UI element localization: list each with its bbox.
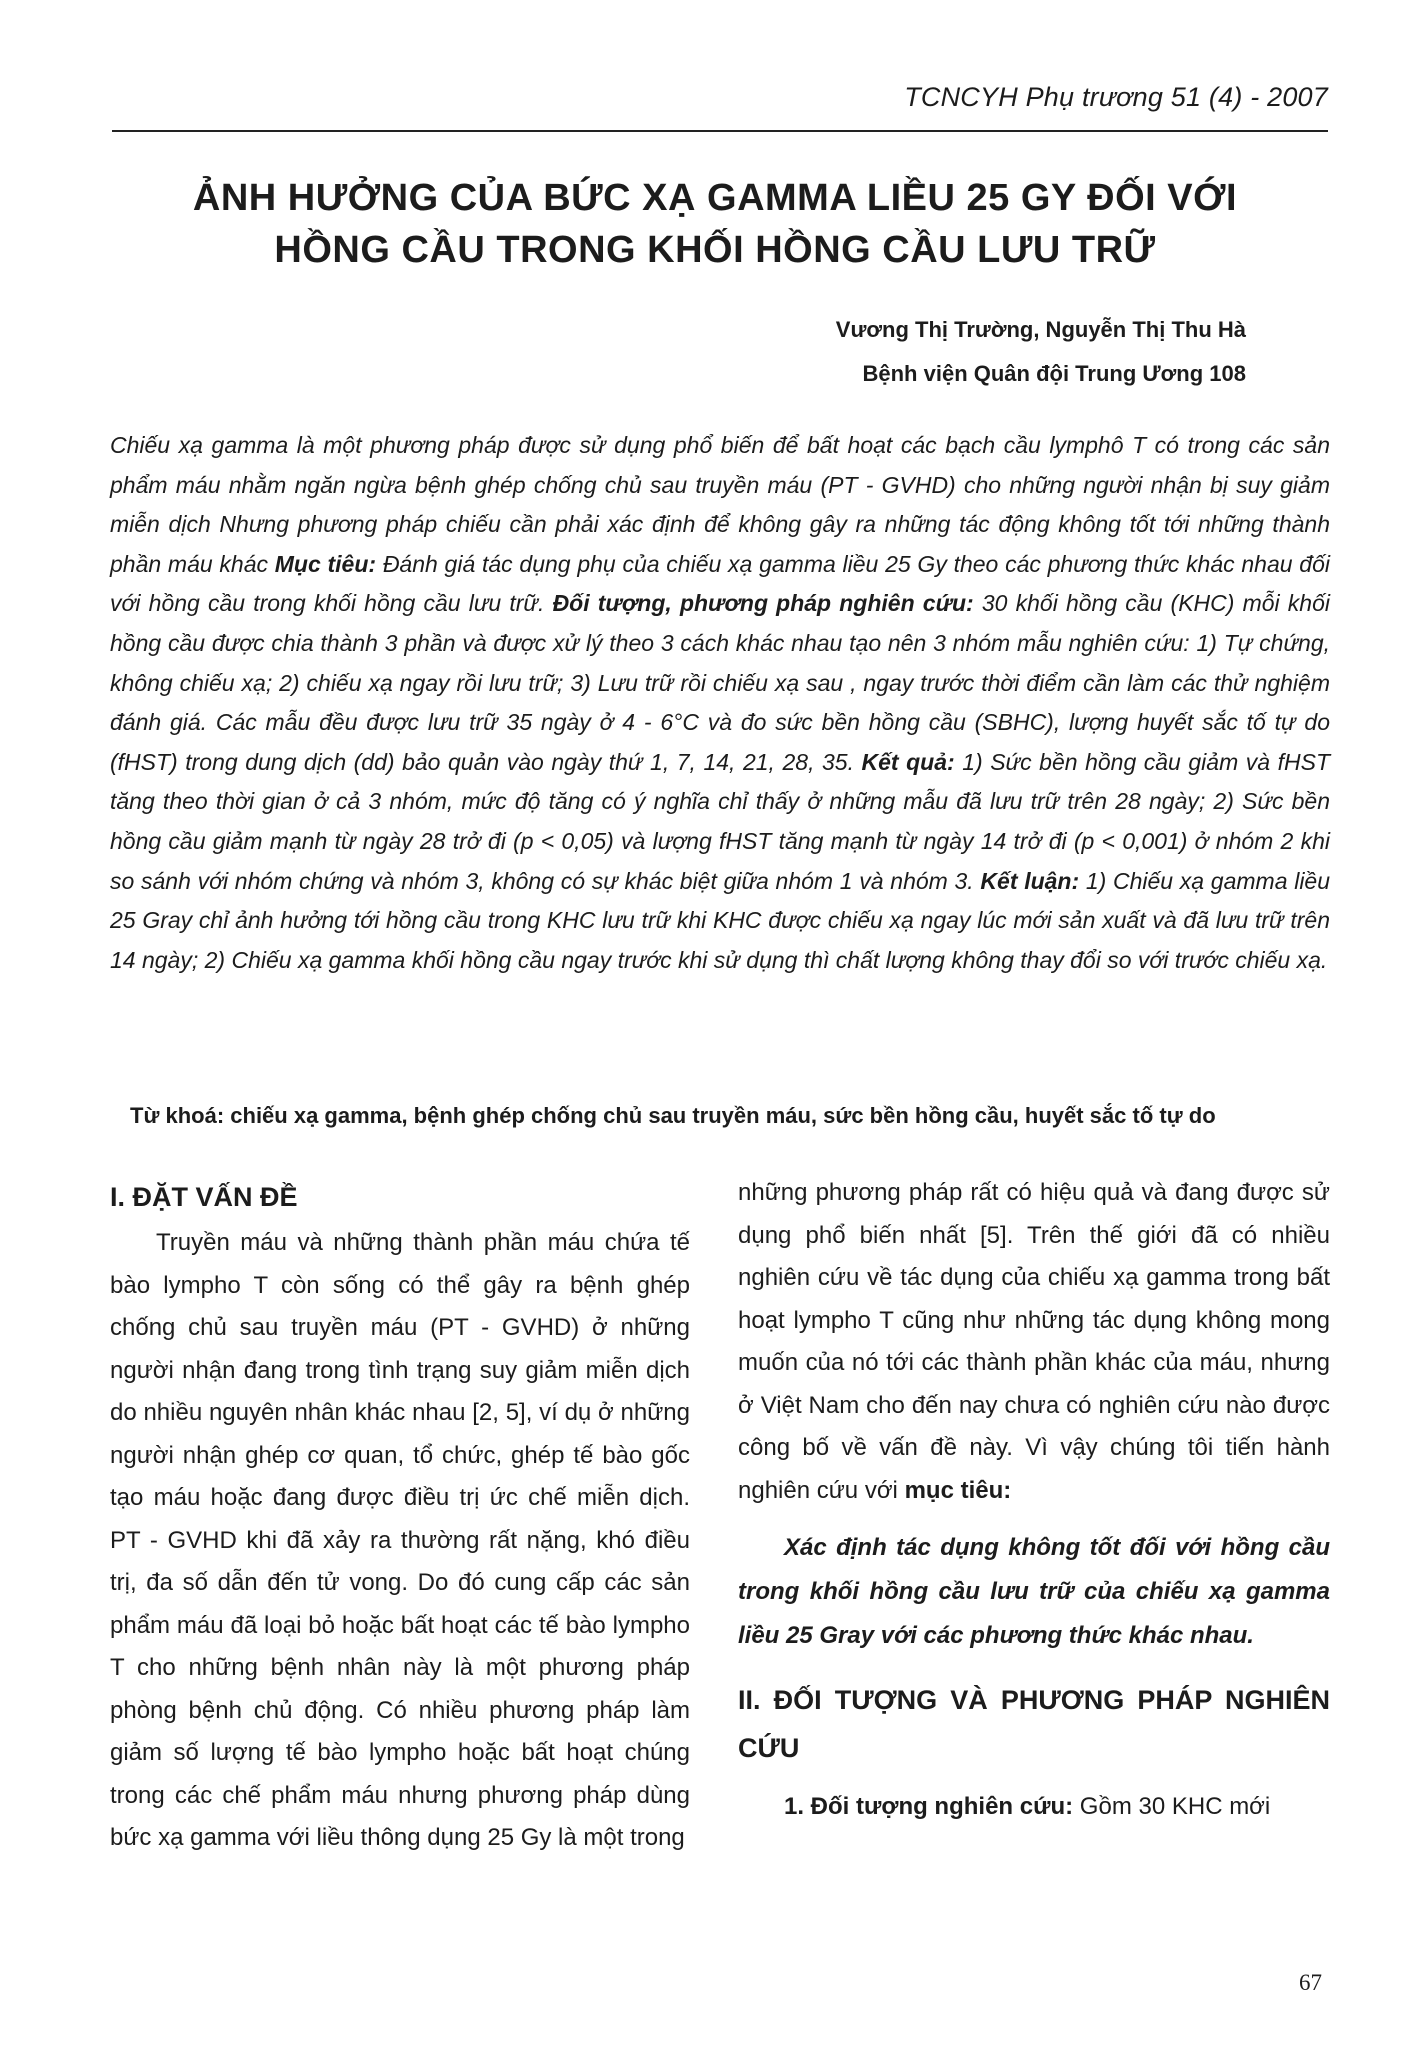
abstract — [110, 426, 1330, 980]
section-1-paragraph-continued — [738, 1172, 1330, 1512]
left-column — [110, 1172, 690, 1860]
abstract-objective-label: Mục tiêu: — [274, 550, 377, 577]
right-column — [738, 1172, 1330, 1829]
abstract-conclusion: 1) Chiếu xạ gamma liều 25 Gray chỉ ảnh hưởng tới hồng cầu trong KHC lưu trữ khi KHC được chiếu xạ ngay lúc mới sản xuất và đã lưu trữ trên 14 ngày; 2) Chiếu xạ gamma khối hồng cầu ngay trước khi sử dụng thì chất lượng không thay đổi so với trước chiếu xạ. — [110, 867, 1331, 973]
abstract-intro: Chiếu xạ gamma là một phương pháp được sử dụng phổ biến để bất hoạt các bạch cầu lymphô T có trong các sản phẩm máu nhằm ngăn ngừa bệnh ghép chống chủ sau truyền máu (PT - GVHD) cho những người nhận bị suy giảm miễn dịch Nhưng phương pháp chiếu cần phải xác định để không gây ra những tác động không tốt tới những thành phần máu khác — [110, 432, 1330, 577]
subsection-1 — [738, 1786, 1330, 1829]
title-line-1: ẢNH HƯỞNG CỦA BỨC XẠ GAMMA LIỀU 25 GY ĐỐI VỚI — [192, 177, 1238, 219]
section-2-heading: II. ĐỐI TƯỢNG VÀ PHƯƠNG PHÁP NGHIÊN CỨU — [738, 1685, 1330, 1763]
journal-header: TCNCYH Phụ trương 51 (4) - 2007 — [904, 82, 1328, 112]
author-names: Vương Thị Trường, Nguyễn Thị Thu Hà — [835, 317, 1246, 342]
subsection-1-label: 1. Đối tượng nghiên cứu: — [784, 1793, 1074, 1820]
research-purpose: Xác định tác dụng không tốt đối với hồng cầu trong khối hồng cầu lưu trữ của chiếu xạ gamma liều 25 Gray với các phương thức khác nhau. — [738, 1534, 1330, 1649]
abstract-results: 1) Sức bền hồng cầu giảm và fHST tăng theo thời gian ở cả 3 nhóm, mức độ tăng có ý nghĩa chỉ thấy ở những mẫu đã lưu trữ trên 28 ngày; 2) Sức bền hồng cầu giảm mạnh từ ngày 28 trở đi (p < 0,05) và lượng fHST tăng mạnh từ ngày 14 trở đi (p < 0,001) ở nhóm 2 khi so sánh với nhóm chứng và nhóm 3, không có sự khác biệt giữa nhóm 1 và nhóm 3. — [110, 748, 1330, 894]
abstract-methods-label: Đối tượng, phương pháp nghiên cứu: — [552, 590, 974, 617]
page-number: 67 — [1299, 1970, 1322, 1995]
section-1-paragraph: Truyền máu và những thành phần máu chứa tế bào lympho T còn sống có thể gây ra bệnh ghép chống chủ sau truyền máu (PT - GVHD) ở những người nhận đang trong tình trạng suy giảm miễn dịch do nhiều nguyên nhân khác nhau [2, 5], ví dụ ở những người nhận ghép cơ quan, tổ chức, ghép tế bào gốc tạo máu hoặc đang được điều trị ức chế miễn dịch. PT - GVHD khi đã xảy ra thường rất nặng, khó điều trị, đa số dẫn đến tử vong. Do đó cung cấp các sản phẩm máu đã loại bỏ hoặc bất hoạt các tế bào lympho T cho những bệnh nhân này là một phương pháp phòng bệnh chủ động. Có nhiều phương pháp làm giảm số lượng tế bào lympho hoặc bất hoạt chúng trong các chế phẩm máu nhưng phương pháp dùng bức xạ gamma với liều thông dụng 25 Gy là một trong — [110, 1229, 690, 1851]
title-line-2: HỒNG CẦU TRONG KHỐI HỒNG CẦU LƯU TRỮ — [274, 229, 1156, 271]
author-block — [836, 308, 1246, 396]
target-label: mục tiêu: — [904, 1476, 1012, 1504]
abstract-conclusion-label: Kết luận: — [980, 867, 1080, 894]
abstract-results-label: Kết quả: — [861, 748, 955, 775]
section-1-heading: I. ĐẶT VẤN ĐỀ — [110, 1182, 298, 1212]
keywords: Từ khoá: chiếu xạ gamma, bệnh ghép chống chủ sau truyền máu, sức bền hồng cầu, huyết sắc tố tự do — [130, 1103, 1216, 1128]
abstract-objective: Đánh giá tác dụng phụ của chiếu xạ gamma liều 25 Gy theo các phương thức khác nhau đối với hồng cầu trong khối hồng cầu lưu trữ. — [110, 550, 1330, 617]
header-rule — [112, 130, 1328, 132]
abstract-methods: 30 khối hồng cầu (KHC) mỗi khối hồng cầu được chia thành 3 phần và được xử lý theo 3 cách khác nhau tạo nên 3 nhóm mẫu nghiên cứu: 1) Tự chứng, không chiếu xạ; 2) chiếu xạ ngay rồi lưu trữ; 3) Lưu trữ rồi chiếu xạ sau , ngay trước thời điểm cần làm các thử nghiệm đánh giá. Các mẫu đều được lưu trữ 35 ngày ở 4 - 6°C và đo sức bền hồng cầu (SBHC), lượng huyết sắc tố tự do (fHST) trong dung dịch (dd) bảo quản vào ngày thứ 1, 7, 14, 21, 28, 35. — [110, 590, 1330, 775]
paragraph-continued-text: những phương pháp rất có hiệu quả và đang được sử dụng phổ biến nhất [5]. Trên thế giới đã có nhiều nghiên cứu về tác dụng của chiếu xạ gamma trong bất hoạt lympho T cũng như những tác dụng không mong muốn của nó tới các thành phần khác của máu, nhưng ở Việt Nam cho đến nay chưa có nghiên cứu nào được công bố về vấn đề này. Vì vậy chúng tôi tiến hành nghiên cứu với — [738, 1179, 1330, 1504]
subsection-1-text: Gồm 30 KHC mới — [1073, 1793, 1271, 1820]
author-affiliation: Bệnh viện Quân đội Trung Ương 108 — [862, 361, 1246, 386]
article-title — [100, 172, 1330, 276]
